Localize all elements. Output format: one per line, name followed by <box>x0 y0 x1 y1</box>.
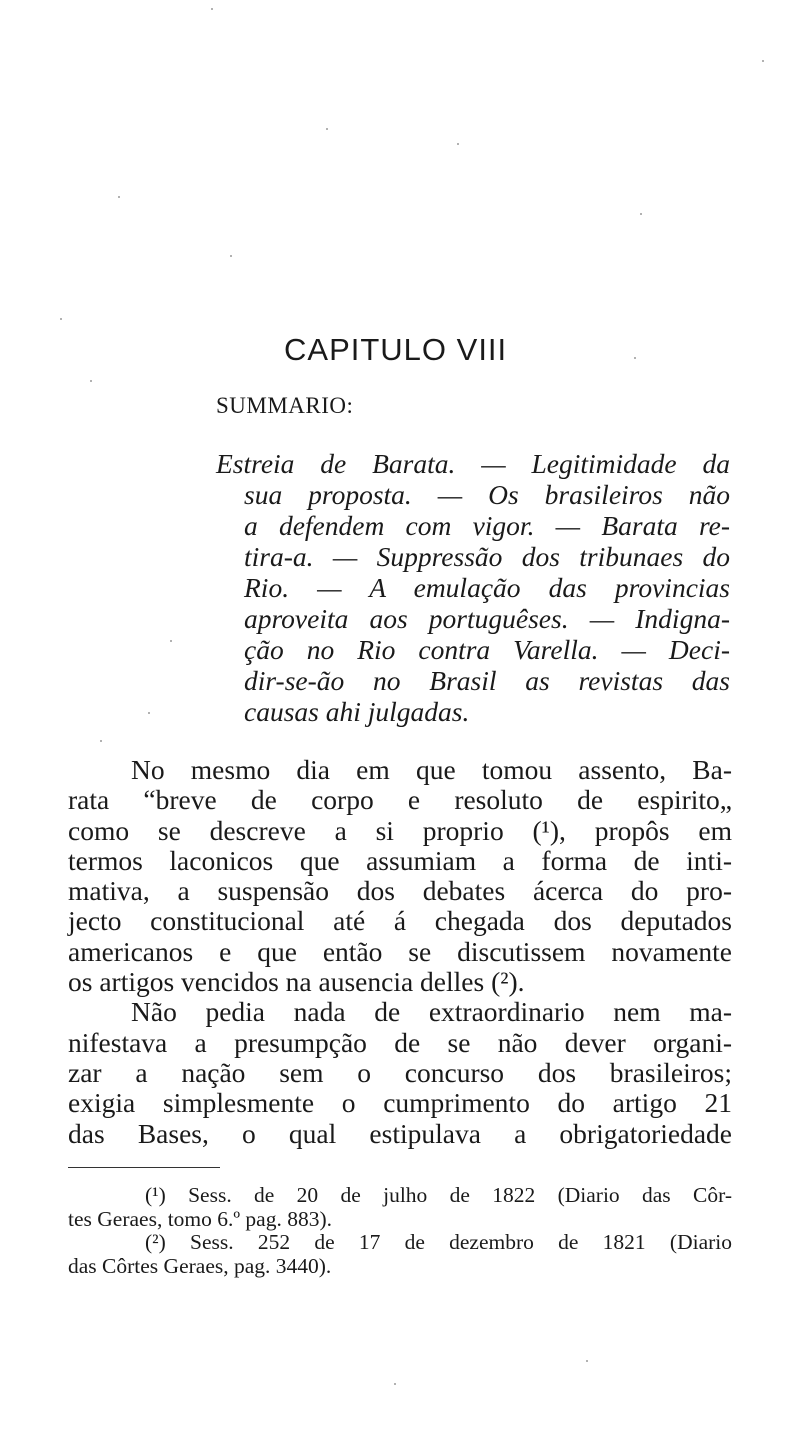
scan-speck <box>100 740 102 742</box>
paragraph-line: como se descreve a si proprio (¹), propôs em <box>68 814 732 846</box>
scan-speck <box>586 1360 588 1362</box>
summary-label: SUMMARIO: <box>216 393 354 418</box>
footnote-divider <box>68 1167 220 1168</box>
paragraph-line: nifestava a presumpção de se não dever organi- <box>68 1026 732 1058</box>
paragraph-line: jecto constitucional até á chegada dos deputados <box>68 905 732 937</box>
paragraph-line: termos laconicos que assumiam a forma de inti- <box>68 844 732 876</box>
summary-line: a defendem com vigor. — Barata re- <box>244 510 730 541</box>
summary-line: ção no Rio contra Varella. — Deci- <box>244 634 730 665</box>
paragraph-line: zar a nação sem o concurso dos brasileiros; <box>68 1056 732 1088</box>
paragraph-line: americanos e que então se discutissem novamente <box>68 935 732 967</box>
scan-speck <box>118 196 120 198</box>
summary-line: aproveita aos portuguêses. — Indigna- <box>244 603 730 634</box>
scan-speck <box>90 380 92 382</box>
scan-speck <box>457 143 459 145</box>
footnote-line: (²) Sess. 252 de 17 de dezembro de 1821 (Diario <box>145 1230 732 1254</box>
scan-speck <box>148 712 150 714</box>
summary-line: causas ahi julgadas. <box>244 696 470 727</box>
scan-speck <box>60 318 62 320</box>
footnotes <box>68 1184 732 1278</box>
scan-speck <box>394 1383 396 1385</box>
paragraph-line: os artigos vencidos na ausencia delles (²). <box>68 966 525 998</box>
scan-speck <box>326 128 328 130</box>
summary-line: tira-a. — Suppressão dos tribunaes do <box>244 541 730 572</box>
summary-line: Rio. — A emulação das provincias <box>244 572 730 603</box>
scan-speck <box>230 255 232 257</box>
paragraph-line: Não pedia nada de extraordinario nem ma- <box>131 996 732 1028</box>
footnote-line: das Côrtes Geraes, pag. 3440). <box>68 1253 332 1278</box>
body-text <box>68 755 732 1149</box>
paragraph-line: No mesmo dia em que tomou assento, Ba- <box>131 754 732 785</box>
scan-speck <box>762 60 764 62</box>
chapter-summary <box>216 448 730 727</box>
scan-speck <box>640 213 642 215</box>
summary-line: Estreia de Barata. — Legitimidade da <box>216 448 730 479</box>
summary-line: sua proposta. — Os brasileiros não <box>244 479 730 510</box>
paragraph-line: mativa, a suspensão dos debates ácerca do pro- <box>68 875 732 907</box>
paragraph-line: das Bases, o qual estipulava a obrigatoriedade <box>68 1117 732 1149</box>
scan-speck <box>634 357 636 359</box>
summary-line: dir-se-ão no Brasil as revistas das <box>244 665 730 696</box>
paragraph-line: exigia simplesmente o cumprimento do artigo 21 <box>68 1087 732 1119</box>
footnote-line: tes Geraes, tomo 6.º pag. 883). <box>68 1206 333 1231</box>
chapter-title: CAPITULO VIII <box>284 332 508 367</box>
footnote-line: (¹) Sess. de 20 de julho de 1822 (Diario das Côr- <box>145 1183 732 1207</box>
scan-speck <box>170 640 172 642</box>
scan-speck <box>211 8 213 10</box>
paragraph-line: rata “breve de corpo e resoluto de espirito„ <box>68 784 732 816</box>
